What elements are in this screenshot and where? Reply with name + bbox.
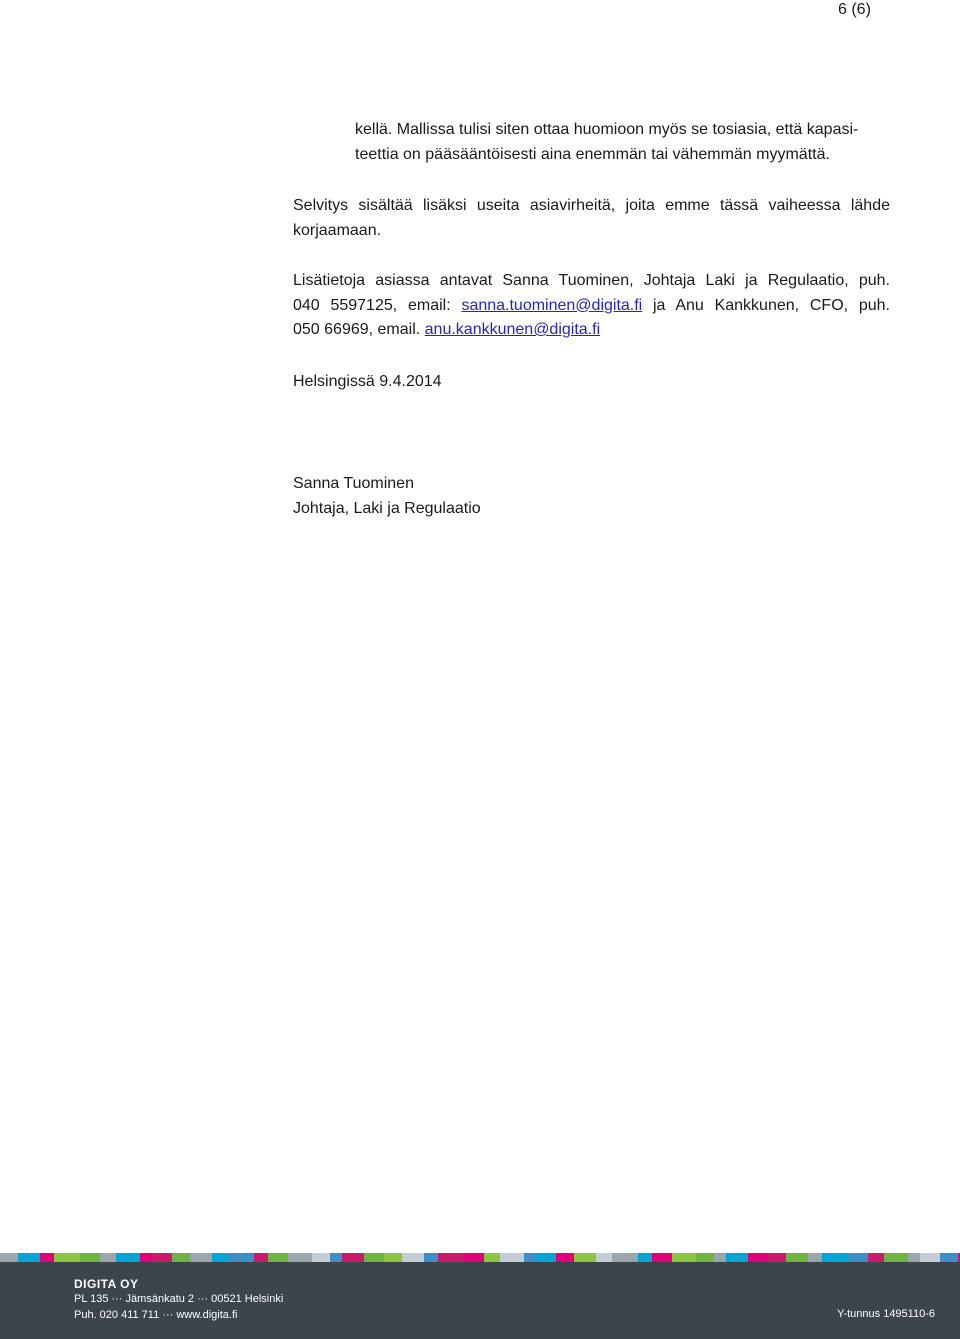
- stripe-segment: [612, 1253, 638, 1262]
- stripe-segment: [140, 1253, 152, 1262]
- stripe-segment: [574, 1253, 596, 1262]
- stripe-segment: [714, 1253, 726, 1262]
- stripe-segment: [696, 1253, 714, 1262]
- paragraph-contacts: [293, 269, 890, 343]
- contact-text: 050 66969, email.: [293, 321, 425, 338]
- contact-text: 040 5597125, email:: [293, 296, 462, 314]
- signer-name: Sanna Tuominen: [293, 475, 414, 492]
- stripe-segment: [384, 1253, 402, 1262]
- paragraph-line: [293, 294, 890, 319]
- stripe-segment: [312, 1253, 330, 1262]
- stripe-segment: [100, 1253, 116, 1262]
- stripe-segment: [484, 1253, 500, 1262]
- stripe-segment: [524, 1253, 536, 1262]
- stripe-segment: [212, 1253, 228, 1262]
- stripe-segment: [438, 1253, 464, 1262]
- footer-vat-id: Y-tunnus 1495110-6: [837, 1308, 935, 1320]
- stripe-segment: [254, 1253, 268, 1262]
- paragraph-line: teettia on pääsääntöisesti aina enemmän tai vähemmän myymättä.: [355, 145, 830, 163]
- paragraph-line: [293, 318, 890, 343]
- stripe-segment: [464, 1253, 484, 1262]
- date-line: Helsingissä 9.4.2014: [293, 373, 442, 390]
- stripe-segment: [868, 1253, 884, 1262]
- paragraph-errors: [293, 194, 890, 243]
- stripe-segment: [268, 1253, 288, 1262]
- stripe-segment: [786, 1253, 808, 1262]
- stripe-segment: [54, 1253, 80, 1262]
- stripe-segment: [152, 1253, 172, 1262]
- stripe-segment: [330, 1253, 342, 1262]
- stripe-segment: [808, 1253, 822, 1262]
- stripe-segment: [500, 1253, 524, 1262]
- stripe-segment: [536, 1253, 556, 1262]
- stripe-segment: [402, 1253, 424, 1262]
- stripe-segment: [822, 1253, 848, 1262]
- footer-phone: Puh. 020 411 711 ··· www.digita.fi: [74, 1309, 238, 1321]
- stripe-segment: [768, 1253, 786, 1262]
- paragraph-line: kellä. Mallissa tulisi siten ottaa huomioon myös se tosiasia, että kapasi-: [355, 121, 859, 138]
- email-link-anu[interactable]: anu.kankkunen@digita.fi: [424, 321, 601, 338]
- stripe-segment: [638, 1253, 652, 1262]
- stripe-segment: [40, 1253, 54, 1262]
- stripe-segment: [920, 1253, 940, 1262]
- contact-text: ja Anu Kankkunen, CFO, puh.: [642, 296, 890, 314]
- stripe-segment: [940, 1253, 958, 1262]
- stripe-segment: [596, 1253, 612, 1262]
- paragraph-capacity: [355, 118, 890, 167]
- stripe-segment: [748, 1253, 768, 1262]
- signature-block: [293, 472, 481, 521]
- stripe-segment: [190, 1253, 212, 1262]
- footer: [0, 1262, 960, 1339]
- footer-address: PL 135 ··· Jämsänkatu 2 ··· 00521 Helsinki: [74, 1293, 284, 1305]
- footer-company-name: DIGITA OY: [74, 1277, 139, 1291]
- stripe-segment: [288, 1253, 312, 1262]
- stripe-segment: [556, 1253, 574, 1262]
- stripe-segment: [80, 1253, 100, 1262]
- stripe-segment: [726, 1253, 748, 1262]
- stripe-segment: [18, 1253, 40, 1262]
- stripe-segment: [908, 1253, 920, 1262]
- stripe-segment: [228, 1253, 254, 1262]
- page-number: 6 (6): [838, 1, 871, 18]
- stripe-segment: [172, 1253, 190, 1262]
- email-link-sanna[interactable]: sanna.tuominen@digita.fi: [461, 296, 643, 314]
- signer-title: Johtaja, Laki ja Regulaatio: [293, 499, 481, 517]
- footer-color-stripe: [0, 1253, 960, 1262]
- stripe-segment: [0, 1253, 18, 1262]
- stripe-segment: [364, 1253, 384, 1262]
- stripe-segment: [672, 1253, 696, 1262]
- stripe-segment: [424, 1253, 438, 1262]
- paragraph-line: korjaamaan.: [293, 221, 382, 239]
- stripe-segment: [652, 1253, 672, 1262]
- stripe-segment: [116, 1253, 140, 1262]
- stripe-segment: [342, 1253, 364, 1262]
- stripe-segment: [884, 1253, 908, 1262]
- paragraph-line: Lisätietoja asiassa antavat Sanna Tuominen, Johtaja Laki ja Regulaatio, puh.: [293, 272, 890, 289]
- stripe-segment: [848, 1253, 868, 1262]
- paragraph-line: Selvitys sisältää lisäksi useita asiavirheitä, joita emme tässä vaiheessa lähde: [293, 197, 890, 214]
